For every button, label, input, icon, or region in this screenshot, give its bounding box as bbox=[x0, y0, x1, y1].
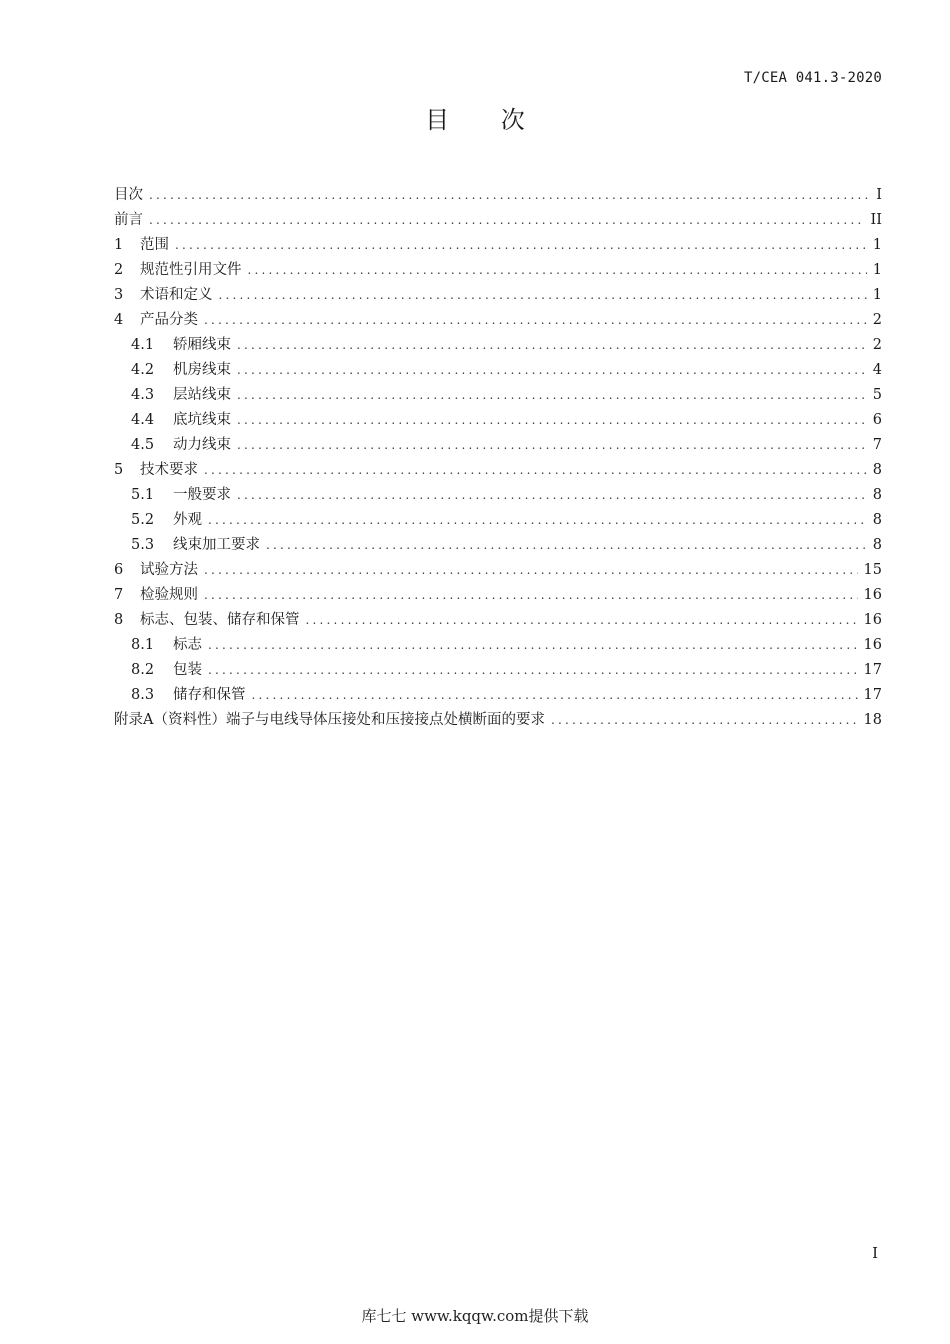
toc-entry[interactable] bbox=[114, 283, 882, 308]
toc-entry[interactable] bbox=[114, 683, 882, 708]
toc-entry-number: 8 bbox=[114, 612, 124, 628]
page-number: I bbox=[872, 1244, 878, 1262]
toc-entry[interactable] bbox=[114, 483, 882, 508]
toc-entry-label: 动力线束 bbox=[173, 437, 231, 453]
toc-dot-leader bbox=[149, 208, 865, 233]
toc-entry[interactable] bbox=[114, 433, 882, 458]
toc-dot-leader bbox=[237, 483, 867, 508]
toc-entry-label: 检验规则 bbox=[140, 587, 198, 603]
toc-entry[interactable] bbox=[114, 458, 882, 483]
toc-entry-label: 标志、包装、储存和保管 bbox=[140, 612, 300, 628]
toc-entry-number: 6 bbox=[114, 562, 124, 578]
toc-entry-number: 4.2 bbox=[131, 362, 155, 378]
toc-entry-number: 8.2 bbox=[131, 662, 155, 678]
toc-entry-number: 4.5 bbox=[131, 437, 155, 453]
toc-entry-page: 8 bbox=[872, 512, 882, 528]
toc-entry-page: 8 bbox=[872, 537, 882, 553]
toc-entry-label: 线束加工要求 bbox=[173, 537, 260, 553]
toc-entry-page: 1 bbox=[872, 237, 882, 253]
toc-entry-label: 储存和保管 bbox=[173, 687, 246, 703]
toc-entry-label: 目次 bbox=[114, 187, 143, 203]
toc-entry-label: 前言 bbox=[114, 212, 143, 228]
toc-dot-leader bbox=[149, 183, 870, 208]
toc-entry-page: 16 bbox=[863, 587, 882, 603]
toc-dot-leader bbox=[248, 258, 867, 283]
toc-entry[interactable] bbox=[114, 183, 882, 208]
page-title: 目 次 bbox=[425, 106, 547, 134]
toc-entry-page: 15 bbox=[863, 562, 882, 578]
toc-entry-label: 规范性引用文件 bbox=[140, 262, 242, 278]
toc-entry-number: 8.3 bbox=[131, 687, 155, 703]
toc-dot-leader bbox=[266, 533, 867, 558]
toc-entry[interactable] bbox=[114, 358, 882, 383]
toc-dot-leader bbox=[306, 608, 858, 633]
toc-entry-number: 4.3 bbox=[131, 387, 155, 403]
toc-entry-number: 2 bbox=[114, 262, 124, 278]
toc-dot-leader bbox=[204, 558, 858, 583]
toc-entry-number: 5.1 bbox=[131, 487, 155, 503]
toc-entry-label: 外观 bbox=[173, 512, 202, 528]
toc-entry-label: 附录A（资料性）端子与电线导体压接处和压接接点处横断面的要求 bbox=[114, 712, 545, 728]
toc-entry[interactable] bbox=[114, 558, 882, 583]
toc-entry-number: 1 bbox=[114, 237, 124, 253]
toc-entry-number: 5.3 bbox=[131, 537, 155, 553]
toc-entry-page: 17 bbox=[863, 687, 882, 703]
toc-dot-leader bbox=[237, 408, 867, 433]
toc-dot-leader bbox=[237, 333, 867, 358]
toc-dot-leader bbox=[204, 308, 867, 333]
toc-entry-label: 底坑线束 bbox=[173, 412, 231, 428]
toc-dot-leader bbox=[208, 633, 858, 658]
toc-dot-leader bbox=[175, 233, 867, 258]
toc-entry-label: 层站线束 bbox=[173, 387, 231, 403]
toc-entry-label: 技术要求 bbox=[140, 462, 198, 478]
toc-dot-leader bbox=[237, 383, 867, 408]
toc-entry[interactable] bbox=[114, 583, 882, 608]
toc-entry-page: 7 bbox=[872, 437, 882, 453]
toc-entry-page: 1 bbox=[872, 287, 882, 303]
toc-dot-leader bbox=[219, 283, 867, 308]
toc-entry-number: 5 bbox=[114, 462, 124, 478]
toc-entry-page: 2 bbox=[872, 312, 882, 328]
toc-entry[interactable] bbox=[114, 233, 882, 258]
toc-entry[interactable] bbox=[114, 633, 882, 658]
toc-dot-leader bbox=[551, 708, 858, 733]
toc-entry-page: 5 bbox=[872, 387, 882, 403]
toc-entry-number: 8.1 bbox=[131, 637, 155, 653]
toc-entry[interactable] bbox=[114, 608, 882, 633]
toc-entry-number: 4 bbox=[114, 312, 124, 328]
document-code: T/CEA 041.3-2020 bbox=[743, 70, 882, 86]
toc-entry-page: I bbox=[876, 187, 882, 203]
toc-entry[interactable] bbox=[114, 408, 882, 433]
toc-entry-page: 4 bbox=[872, 362, 882, 378]
toc-entry-label: 一般要求 bbox=[173, 487, 231, 503]
toc-entry-page: 6 bbox=[872, 412, 882, 428]
toc-entry-page: 17 bbox=[863, 662, 882, 678]
toc-entry-label: 试验方法 bbox=[140, 562, 198, 578]
toc-dot-leader bbox=[208, 658, 858, 683]
toc-entry[interactable] bbox=[114, 658, 882, 683]
toc-entry-page: 8 bbox=[872, 462, 882, 478]
toc-dot-leader bbox=[208, 508, 867, 533]
toc-dot-leader bbox=[237, 358, 867, 383]
toc-entry[interactable] bbox=[114, 383, 882, 408]
toc-entry-page: 2 bbox=[872, 337, 882, 353]
footer-watermark: 库七七 www.kqqw.com提供下载 bbox=[361, 1307, 589, 1325]
toc-entry-label: 标志 bbox=[173, 637, 202, 653]
toc-entry-label: 轿厢线束 bbox=[173, 337, 231, 353]
toc-entry-label: 包装 bbox=[173, 662, 202, 678]
toc-entry-page: 16 bbox=[863, 612, 882, 628]
toc-entry-page: 18 bbox=[863, 712, 882, 728]
table-of-contents bbox=[114, 183, 882, 733]
toc-entry[interactable] bbox=[114, 308, 882, 333]
toc-entry-number: 4.4 bbox=[131, 412, 155, 428]
toc-entry[interactable] bbox=[114, 708, 882, 733]
toc-entry-label: 术语和定义 bbox=[140, 287, 213, 303]
toc-dot-leader bbox=[237, 433, 867, 458]
toc-entry-number: 5.2 bbox=[131, 512, 155, 528]
toc-entry[interactable] bbox=[114, 333, 882, 358]
toc-entry-page: 1 bbox=[872, 262, 882, 278]
toc-entry-page: II bbox=[870, 212, 882, 228]
toc-entry-number: 3 bbox=[114, 287, 124, 303]
toc-entry-number: 4.1 bbox=[131, 337, 155, 353]
toc-entry-label: 范围 bbox=[140, 237, 169, 253]
toc-dot-leader bbox=[204, 458, 867, 483]
toc-dot-leader bbox=[204, 583, 858, 608]
toc-entry[interactable] bbox=[114, 258, 882, 283]
toc-entry[interactable] bbox=[114, 508, 882, 533]
toc-entry[interactable] bbox=[114, 533, 882, 558]
toc-entry-label: 产品分类 bbox=[140, 312, 198, 328]
toc-dot-leader bbox=[252, 683, 858, 708]
toc-entry-number: 7 bbox=[114, 587, 124, 603]
toc-entry[interactable] bbox=[114, 208, 882, 233]
toc-entry-page: 16 bbox=[863, 637, 882, 653]
toc-entry-label: 机房线束 bbox=[173, 362, 231, 378]
toc-entry-page: 8 bbox=[872, 487, 882, 503]
